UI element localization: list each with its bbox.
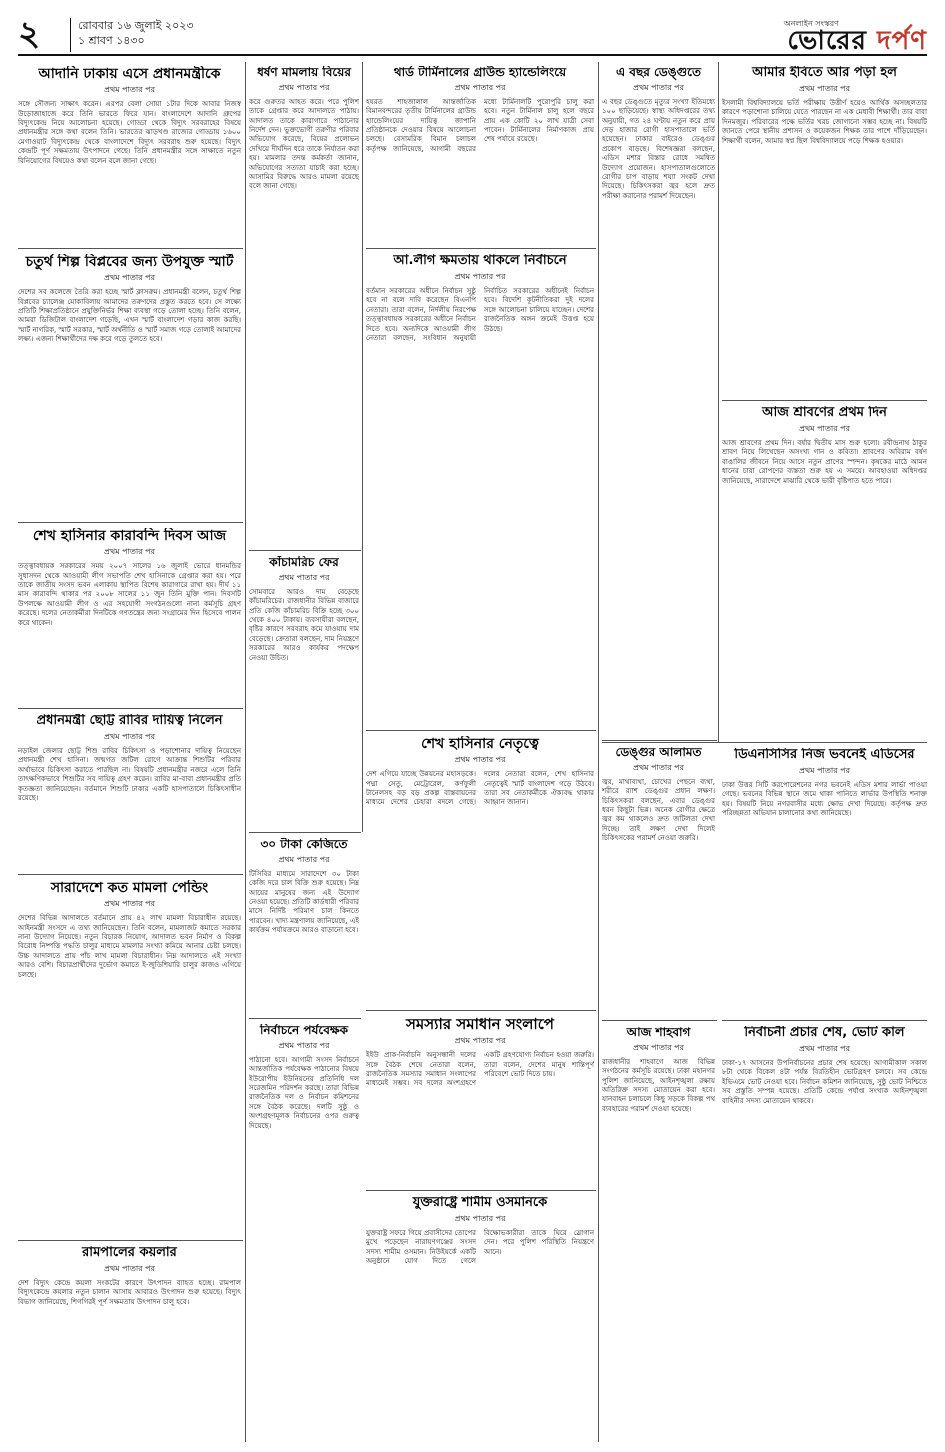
article-body: ইসলামী বিশ্ববিদ্যালয়ে ভর্তি পরীক্ষায় উত্তীর্ণ হয়েও আর্থিক অসচ্ছলতার কারণে পড়াশোনা চালিয়ে যেতে পারছেন না এক মেধাবী শিক্ষার্থী। তার বাবা দিনমজুর। পরিবারের পক্ষে ভর্তির খরচ জোগানো সম্ভব হচ্ছে না। বিষয়টি জানতে পেরে স্থানীয় প্রশাসন ও কয়েকজন শিক্ষক তার পাশে দাঁড়িয়েছেন। শিক্ষার্থী বলেন, আমার স্বপ্ন ছিল বিশ্ববিদ্যালয়ে পড়ে শিক্ষক হওয়ার।: [722, 98, 927, 145]
column-rule: [598, 62, 599, 1442]
article-body: ঢাকা উত্তর সিটি করপোরেশনের নগর ভবনেই এডিস মশার লার্ভা পাওয়া গেছে। ভবনের বিভিন্ন স্থানে জমে থাকা পানিতে লার্ভার উপস্থিতি শনাক্ত হয়। বিষয়টি নিয়ে নগরবাসীর মধ্যে ক্ষোভ দেখা দিয়েছে। কর্তৃপক্ষ দ্রুত পরিচ্ছন্নতা অভিযান চালানোর কথা জানিয়েছে।: [722, 780, 927, 818]
headline[interactable]: চতুর্থ শিল্প বিপ্লবের জন্য উপযুক্ত স্মার্ট: [25, 254, 234, 270]
section-rule: [18, 1240, 243, 1241]
section-rule: [366, 730, 596, 731]
article-awami-league-election: [366, 254, 594, 726]
article-body: আজ শ্রাবণের প্রথম দিন। বর্ষার দ্বিতীয় মাস শুরু হলো। রবীন্দ্রনাথ ঠাকুর শ্রাবণ নিয়ে লিখেছেন অসংখ্য গান ও কবিতা। শ্রাবণের অবিরাম বর্ষণ বাঙালির জীবনে নিয়ে আসে নতুন প্রাণের স্পন্দন। কৃষকের মাঠে আমন ধানের চারা রোপণের ব্যস্ততা শুরু হয় এ সময়ে। আবহাওয়া অধিদপ্তর জানিয়েছে, সারাদেশে মাঝারি থেকে ভারী বৃষ্টিপাত হতে পারে।: [722, 438, 927, 485]
byline: প্রথম পাতার পর: [104, 273, 155, 283]
headline[interactable]: ধর্ষণ মামলায় বিয়ের: [257, 66, 351, 79]
logo-tagline: অনলাইন সংস্করণ: [783, 19, 839, 28]
article-dncc-aedes: [722, 748, 927, 1018]
newspaper-logo[interactable]: [727, 14, 927, 54]
byline: প্রথম পাতার পর: [454, 82, 506, 92]
article-sheikh-hasina-prison-day: [18, 528, 241, 704]
section-rule: [249, 550, 361, 551]
headline[interactable]: আ.লীগ ক্ষমতায় থাকলে নির্বাচনে: [393, 254, 567, 268]
section-rule: [18, 874, 243, 875]
headline[interactable]: যুক্তরাষ্ট্রে শামীম ওসমানকে: [412, 1196, 548, 1210]
section-rule: [249, 832, 361, 833]
byline: প্রথম পাতার পর: [454, 271, 506, 281]
article-adani: [18, 66, 241, 242]
byline: প্রথম পাতার পর: [633, 1042, 684, 1052]
page-number: ২: [18, 14, 41, 54]
byline: প্রথম পাতার পর: [633, 82, 684, 92]
section-rule: [602, 740, 717, 741]
article-rape-case: [249, 66, 359, 546]
byline: প্রথম পাতার পর: [454, 755, 506, 765]
byline: প্রথম পাতার পর: [278, 854, 330, 864]
headline[interactable]: আমার ইবিতে আর পড়া হল: [752, 66, 897, 80]
article-body: জ্বর, মাথাব্যথা, চোখের পেছনে ব্যথা, শরীরে র‍্যাশ ডেঙ্গুর প্রধান লক্ষণ। চিকিৎসকরা বলছেন, এবার ডেঙ্গুর ধরন কিছুটা ভিন্ন। অনেক রোগীর ক্ষেত্রে জ্বর কম থাকলেও দ্রুত জটিলতা দেখা দিচ্ছে। তাই লক্ষণ দেখা দিলেই চিকিৎসকের পরামর্শ নেওয়া জরুরি।: [602, 777, 715, 843]
headline[interactable]: শেখ হাসিনার নেতৃত্বে: [421, 736, 539, 752]
logo-word-a: ভোরের: [787, 26, 867, 56]
article-body: ঢাকা-১৭ আসনের উপনির্বাচনের প্রচার শেষ হয়েছে। আগামীকাল সকাল ৮টা থেকে বিকেল ৪টা পর্যন্ত বিরতিহীন ভোটগ্রহণ চলবে। সব কেন্দ্রে ইভিএমে ভোট নেওয়া হবে। নির্বাচন কমিশন জানিয়েছে, সুষ্ঠু ভোট নিশ্চিতে সব প্রস্তুতি সম্পন্ন হয়েছে। প্রতিটি কেন্দ্রে পর্যাপ্ত সংখ্যক আইনশৃঙ্খলা বাহিনীর সদস্য মোতায়েন থাকবে।: [722, 1058, 927, 1105]
section-rule: [602, 1020, 717, 1021]
headline[interactable]: কাঁচামরিচ ফের: [269, 556, 339, 569]
article-election-observer: [249, 1024, 359, 1442]
article-shahbag-today: [602, 1026, 715, 1442]
article-smart-industry: [18, 254, 241, 518]
headline[interactable]: আজ শ্রাবণের প্রথম দিন: [762, 406, 887, 420]
article-body: পাঠানো হবে। আগামী সংসদ নির্বাচনে আন্তর্জাতিক পর্যবেক্ষক পাঠানোর বিষয়ে ইউরোপীয় ইউনিয়নের প্রতিনিধি দল সরেজমিন পরিদর্শন করছে। তারা বিভিন্ন রাজনৈতিক দল ও নির্বাচন কমিশনের সঙ্গে বৈঠক করেছে। দলটি সুষ্ঠু ও অংশগ্রহণমূলক নির্বাচনের ওপর গুরুত্ব দিয়েছে।: [249, 1055, 359, 1130]
column-rule: [718, 62, 719, 742]
headline[interactable]: আজ শাহবাগ: [626, 1026, 691, 1039]
byline: প্রথম পাতার পর: [104, 731, 155, 741]
article-third-terminal: [366, 66, 594, 242]
article-dengue-this-year: [602, 66, 715, 566]
byline: প্রথম পাতার পর: [799, 83, 850, 93]
article-rice-30tk: [249, 838, 359, 1014]
byline: প্রথম পাতার পর: [278, 1040, 330, 1050]
article-hasina-leadership: [366, 736, 594, 1006]
headline[interactable]: সারাদেশে কত মামলা পেন্ডিং: [50, 880, 209, 896]
headline[interactable]: থার্ড টার্মিনালের গ্রাউন্ড হ্যান্ডেলিংয়ে: [393, 66, 567, 79]
article-body: তত্ত্বাবধায়ক সরকারের সময় ২০০৭ সালের ১৬ জুলাই ভোরে ধানমন্ডির সুধাসদন থেকে আওয়ামী লীগ সভাপতি শেখ হাসিনাকে গ্রেপ্তার করা হয়। পরে তাকে জাতীয় সংসদ ভবন এলাকায় স্থাপিত বিশেষ কারাগারে রাখা হয়। দীর্ঘ ১১ মাস কারাবন্দি থাকার পর ২০০৮ সালের ১১ জুন তিনি মুক্তি পান। দিবসটি উপলক্ষে আওয়ামী লীগ ও এর সহযোগী সংগঠনগুলো নানা কর্মসূচি গ্রহণ করেছে। দলের নেতাকর্মীরা দিনটিকে গণতন্ত্রের জন্য সংগ্রামের দিন হিসেবে পালন করে থাকেন।: [18, 562, 241, 627]
section-rule: [602, 742, 927, 743]
article-shraban-first-day: [722, 406, 927, 736]
logo-wordmark: [787, 20, 927, 64]
headline[interactable]: ডিএনসিসির নিজ ভবনেই এডিসের: [734, 748, 915, 762]
article-ib-study: [722, 66, 927, 396]
article-body: নড়াইল জেলার ছোট্ট শিশু রাবির চিকিৎসা ও পড়াশোনার দায়িত্ব নিয়েছেন প্রধানমন্ত্রী শেখ হাসিনা। জন্মগত জটিল রোগে আক্রান্ত শিশুটির পরিবার অর্থাভাবে চিকিৎসা করাতে পারছিল না। বিষয়টি প্রধানমন্ত্রীর নজরে এলে তিনি তাৎক্ষণিকভাবে শিশুটির সব দায়িত্ব গ্রহণ করেন। রাবির মা-বাবা প্রধানমন্ত্রীর প্রতি কৃতজ্ঞতা জানিয়েছেন। বর্তমানে শিশুটি ঢাকার একটি হাসপাতালে চিকিৎসাধীন রয়েছে।: [18, 746, 241, 802]
headline[interactable]: রামপালের কয়লার: [82, 1246, 177, 1260]
section-rule: [18, 522, 243, 523]
byline: প্রথম পাতার পর: [454, 1213, 506, 1223]
headline[interactable]: সমস্যার সমাধান সংলাপে: [406, 1016, 554, 1033]
article-body: রাজধানীর শাহবাগে আজ বিভিন্ন সংগঠনের কর্মসূচি রয়েছে। ঢাকা মহানগর পুলিশ জানিয়েছে, আইনশৃঙ্খলা রক্ষায় অতিরিক্ত সদস্য মোতায়েন করা হবে। যানবাহন চলাচলে কিছু সড়কে বিকল্প পথ ব্যবহারের পরামর্শ দেওয়া হয়েছে।: [602, 1057, 715, 1113]
section-rule: [18, 708, 243, 709]
dateline-divider: [70, 18, 71, 52]
dateline: [78, 18, 194, 48]
byline: প্রথম পাতার পর: [454, 1036, 506, 1046]
headline[interactable]: ডেঙ্গুর আলামত: [615, 746, 702, 759]
article-body: হযরত শাহজালাল আন্তর্জাতিক বিমানবন্দরের তৃতীয় টার্মিনালের গ্রাউন্ড হ্যান্ডেলিংয়ের দায়িত্ব জাপানি প্রতিষ্ঠানকে দেওয়ার বিষয়ে আলোচনা চলছে। বেসামরিক বিমান চলাচল কর্তৃপক্ষ জানিয়েছে, আগামী বছরের মধ্যে টার্মিনালটি পুরোপুরি চালু করা হবে। নতুন টার্মিনাল চালু হলে বছরে প্রায় এক কোটি ২০ লাখ যাত্রী সেবা পাবেন। টার্মিনালের নির্মাণকাজ প্রায় শেষ পর্যায়ে রয়েছে।: [366, 97, 594, 153]
headline[interactable]: নির্বাচনী প্রচার শেষ, ভোট কাল: [744, 1026, 905, 1040]
article-body: ইইউ প্রাক-নির্বাচনি অনুসন্ধানী দলের সঙ্গে বৈঠক শেষে নেতারা বলেন, রাজনৈতিক সমস্যার সমাধান সংলাপের মাধ্যমেই সম্ভব। সব দলের অংশগ্রহণে একটি গ্রহণযোগ্য নির্বাচন হওয়া জরুরি। তারা বলেন, দেশের মানুষ শান্তিপূর্ণ পরিবেশে ভোট দিতে চায়।: [366, 1051, 594, 1088]
article-body: দেশ এগিয়ে যাচ্ছে উন্নয়নের মহাসড়কে। পদ্মা সেতু, মেট্রোরেল, কর্ণফুলী টানেলসহ বড় বড় প্রকল্প বাস্তবায়নের মাধ্যমে দেশের চেহারা বদলে গেছে। দলের নেতারা বলেন, শেখ হাসিনার নেতৃত্বেই স্মার্ট বাংলাদেশ গড়ে উঠবে। তারা সব নেতাকর্মীকে ঐক্যবদ্ধ থাকার আহ্বান জানান।: [366, 770, 594, 807]
article-green-chili: [249, 556, 359, 826]
headline[interactable]: শেখ হাসিনার কারাবন্দি দিবস আজ: [32, 528, 227, 544]
article-body: সোমবারে আরও দাম বেড়েছে কাঁচামরিচের। রাজধানীর বিভিন্ন বাজারে প্রতি কেজি কাঁচামরিচ বিক্রি হচ্ছে ৩০০ থেকে ৪০০ টাকায়। ব্যবসায়ীরা বলছেন, বৃষ্টির কারণে সরবরাহ কমে যাওয়ায় দাম বেড়েছে। ক্রেতারা বলছেন, দাম নিয়ন্ত্রণে সরকারের আরও কার্যকর পদক্ষেপ নেওয়া উচিত।: [249, 587, 359, 662]
article-body: দেশের বিভিন্ন আদালতে বর্তমানে প্রায় ৪২ লাখ মামলা বিচারাধীন রয়েছে। আইনমন্ত্রী সংসদে এ তথ্য জানিয়েছেন। তিনি বলেন, মামলাজট কমাতে সরকার নানা উদ্যোগ নিয়েছে। নতুন বিচারক নিয়োগ, আদালত ভবন নির্মাণ ও বিকল্প বিরোধ নিষ্পত্তি পদ্ধতি চালুর মাধ্যমে মামলার সংখ্যা কমিয়ে আনার চেষ্টা চলছে। উচ্চ আদালতে প্রায় পাঁচ লাখ মামলা বিচারাধীন। নিম্ন আদালতে এই সংখ্যা আরও বেশি। বিচারপ্রার্থীদের দুর্ভোগ কমাতে ই-জুডিশিয়ারি চালুর কাজও এগিয়ে চলছে।: [18, 914, 241, 979]
section-rule: [366, 1190, 596, 1191]
article-rampal-coal: [18, 1246, 241, 1442]
article-pm-rabi: [18, 714, 241, 870]
headline[interactable]: নির্বাচনে পর্যবেক্ষক: [259, 1024, 349, 1037]
byline: প্রথম পাতার পর: [104, 899, 155, 909]
article-body: বর্তমান সরকারের অধীনে নির্বাচন সুষ্ঠু হবে না বলে দাবি করেছেন বিএনপি নেতারা। তারা বলেন, নির্দলীয় নিরপেক্ষ তত্ত্বাবধায়ক সরকারের অধীনে নির্বাচন দিতে হবে। অন্যদিকে আওয়ামী লীগ নেতারা বলছেন, সংবিধান অনুযায়ী নির্বাচিত সরকারের অধীনেই নির্বাচন হবে। বিদেশি কূটনীতিকরা দুই দলের সঙ্গে আলোচনা চালিয়ে যাচ্ছেন। দেশের রাজনৈতিক অঙ্গন ক্রমেই উত্তপ্ত হয়ে উঠছে।: [366, 286, 594, 342]
article-pending-cases: [18, 880, 241, 1236]
headline[interactable]: আদানি ঢাকায় এসে প্রধানমন্ত্রীকে: [38, 66, 221, 82]
headline[interactable]: প্রধানমন্ত্রী ছোট্ট রাবির দায়িত্ব নিলেন: [36, 714, 223, 728]
date-bengali: ১ শ্রাবণ ১৪৩০: [78, 34, 145, 47]
article-dialogue-solution: [366, 1016, 594, 1186]
byline: প্রথম পাতার পর: [278, 82, 330, 92]
headline[interactable]: এ বছর ডেঙ্গুতে: [615, 66, 701, 79]
headline[interactable]: ৩০ টাকা কেজিতে: [260, 838, 348, 851]
column-rule: [362, 62, 363, 832]
section-rule: [722, 400, 927, 401]
byline: প্রথম পাতার পর: [799, 423, 850, 433]
byline: প্রথম পাতার পর: [104, 85, 155, 95]
article-body: দেশ বিদ্যুৎ কেন্দ্রে কয়লা সংকটের কারণে উৎপাদন ব্যাহত হচ্ছে। রামপাল বিদ্যুৎকেন্দ্রে কয়লার নতুন চালান আসায় আবারও উৎপাদন শুরু হয়েছে। বিদ্যুৎ বিভাগ জানিয়েছে, শিগগিরই পূর্ণ সক্ষমতায় উৎপাদন চালু হবে।: [18, 1278, 241, 1306]
masthead: [18, 14, 927, 56]
article-body: যুক্তরাষ্ট্র সফরে গিয়ে প্রবাসীদের তোপের মুখে পড়েছেন নারায়ণগঞ্জের সংসদ সদস্য শামীম ওসমান। নিউইয়র্কে একটি অনুষ্ঠানে যোগ দিতে গেলে বিক্ষোভকারীরা তাকে ঘিরে স্লোগান দেন। পরে পুলিশ পরিস্থিতি নিয়ন্ত্রণে আনে।: [366, 1228, 594, 1266]
byline: প্রথম পাতার পর: [104, 547, 155, 557]
section-rule: [18, 248, 243, 249]
article-body: সঙ্গে সৌজন্য সাক্ষাৎ করেন। এরপর বেলা সোয়া ১টার দিকে আবার নিজস্ব উড়োজাহাজে করে তিনি ভারতে ফিরে যান। বাংলাদেশে আদানি গ্রুপের বিদ্যুৎকেন্দ্র নিয়ে আলোচনা হয়েছে। গোড্ডা থেকে বিদ্যুৎ সরবরাহের বিষয়ে প্রধানমন্ত্রীর সঙ্গে কথা বলেন তিনি। ভারতের ঝাড়খণ্ড রাজ্যের গোড্ডায় ১৬০০ মেগাওয়াট বিদ্যুৎকেন্দ্র থেকে বাংলাদেশে বিদ্যুৎ সরবরাহ শুরু হয়েছে। বিদ্যুৎ কেন্দ্রটি পূর্ণ সক্ষমতায় উৎপাদনে গেছে। তিনি প্রধানমন্ত্রীর সঙ্গে সাক্ষাতে নতুন বিনিয়োগের বিষয়েও কথা বলেন বলে জানা গেছে।: [18, 100, 241, 165]
byline: প্রথম পাতার পর: [799, 765, 850, 775]
section-rule: [366, 1010, 596, 1011]
section-rule: [249, 1018, 361, 1019]
article-body: করে গুরুতর আহত করে। পরে পুলিশ তাকে গ্রেপ্তার করে আদালতে পাঠায়। আদালত তাকে কারাগারে পাঠানোর নির্দেশ দেন। ভুক্তভোগী তরুণীর পরিবার অভিযোগ করেছে, বিয়ের প্রলোভন দেখিয়ে দীর্ঘদিন ধরে তাকে নির্যাতন করা হয়। মামলার তদন্ত কর্মকর্তা জানান, অভিযোগের সত্যতা যাচাই করা হচ্ছে। আসামির বিরুদ্ধে আরও মামলা রয়েছে বলে জানা গেছে।: [249, 97, 359, 191]
article-campaign-ends: [722, 1026, 927, 1442]
column-rule: [245, 62, 246, 1442]
byline: প্রথম পাতার পর: [799, 1043, 850, 1053]
logo-word-b: দর্পণ: [866, 26, 927, 56]
byline: প্রথম পাতার পর: [104, 1263, 155, 1273]
article-body: দেশের সব কলেজে তৈরি করা হচ্ছে স্মার্ট ক্লাসরুম। প্রধানমন্ত্রী বলেন, চতুর্থ শিল্প বিপ্লবের চ্যালেঞ্জ মোকাবিলায় আমাদের তরুণদের প্রস্তুত করতে হবে। সে লক্ষ্যে প্রতিটি শিক্ষাপ্রতিষ্ঠানে প্রযুক্তিনির্ভর শিক্ষা ব্যবস্থা গড়ে তোলা হচ্ছে। তিনি বলেন, আমরা ডিজিটাল বাংলাদেশ গড়েছি, এখন স্মার্ট বাংলাদেশ গড়ার কাজ করছি। স্মার্ট নাগরিক, স্মার্ট সরকার, স্মার্ট অর্থনীতি ও স্মার্ট সমাজ গড়ে তোলাই আমাদের লক্ষ্য। এজন্য শিক্ষার্থীদের দক্ষ করে গড়ে তুলতে হবে।: [18, 288, 241, 344]
section-rule: [722, 1020, 927, 1021]
article-body: টিসিবির মাধ্যমে সারাদেশে ৩০ টাকা কেজি দরে চাল বিক্রি শুরু হয়েছে। নিম্ন আয়ের মানুষের জন্য এই উদ্যোগ নেওয়া হয়েছে। প্রতিটি কার্ডধারী পরিবার মাসে নির্দিষ্ট পরিমাণ চাল কিনতে পারবেন। খাদ্য মন্ত্রণালয় জানিয়েছে, এই কার্যক্রম পর্যায়ক্রমে আরও বাড়ানো হবে।: [249, 869, 359, 935]
byline: প্রথম পাতার পর: [278, 572, 330, 582]
article-body: এ বছর ডেঙ্গুতে মৃত্যুর সংখ্যা ইতিমধ্যে ১০০ ছাড়িয়েছে। স্বাস্থ্য অধিদপ্তরের তথ্য অনুযায়ী, গত ২৪ ঘণ্টায় নতুন করে প্রায় দেড় হাজার রোগী হাসপাতালে ভর্তি হয়েছেন। ঢাকার বাইরেও ডেঙ্গুর প্রকোপ বাড়ছে। বিশেষজ্ঞরা বলছেন, এডিস মশার বিস্তার রোধে সমন্বিত উদ্যোগ প্রয়োজন। হাসপাতালগুলোতে রোগীর চাপ বাড়ায় শয্যা সংকট দেখা দিয়েছে। চিকিৎসকরা জ্বর হলে দ্রুত পরীক্ষা করানোর পরামর্শ দিয়েছেন।: [602, 97, 715, 200]
byline: প্রথম পাতার পর: [633, 762, 684, 772]
date-gregorian: রোববার ১৬ জুলাই ২০২৩: [78, 19, 194, 32]
section-rule: [366, 248, 596, 249]
article-shamim-osman: [366, 1196, 594, 1442]
